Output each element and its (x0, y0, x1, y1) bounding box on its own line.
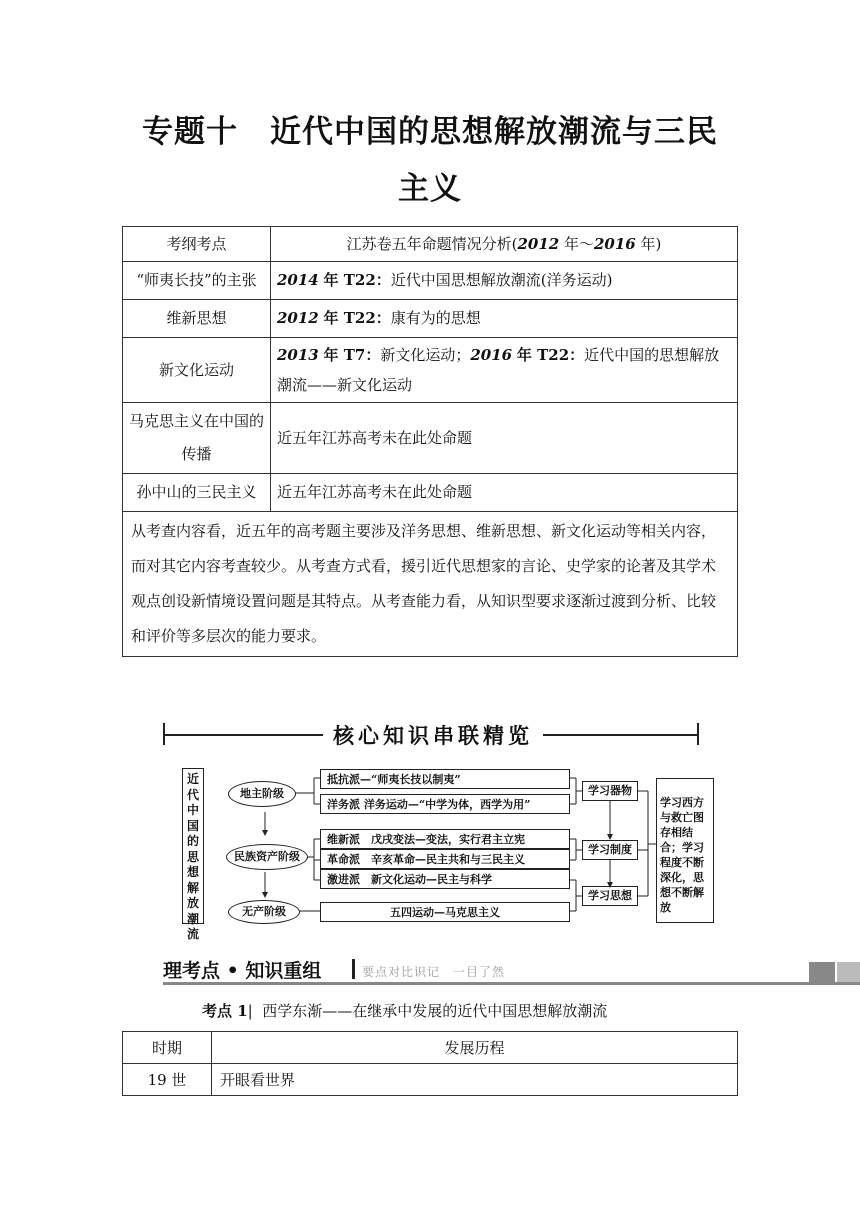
analysis-cell: 近五年江苏高考未在此处命题 (271, 403, 738, 474)
diagram-row: 激进派 新文化运动—民主与科学 (320, 869, 570, 889)
table-row (123, 474, 738, 512)
year-label: 2013 (277, 346, 319, 364)
knowledge-diagram (178, 764, 718, 941)
section-header (163, 953, 860, 989)
kaodian-heading (202, 1000, 607, 1021)
stage-box: 学习制度 (582, 840, 638, 860)
content-cell: 开眼看世界 (212, 1064, 738, 1096)
core-knowledge-banner (163, 720, 699, 750)
header-cell: 时期 (123, 1032, 212, 1064)
exam-analysis-table (122, 226, 738, 657)
point-cell: 马克思主义在中国的传播 (123, 403, 271, 474)
analysis-cell: 近五年江苏高考未在此处命题 (271, 474, 738, 512)
table-row (123, 300, 738, 338)
analysis-text: 新文化运动； (380, 346, 471, 364)
kaodian-label: 考点 1 (202, 1002, 248, 1020)
year-label: 2014 (277, 271, 319, 289)
diagram-row: 五四运动—马克思主义 (320, 902, 570, 922)
diagram-row: 洋务派 洋务运动—“中学为体，西学为用” (320, 794, 570, 814)
stage-box: 学习思想 (582, 886, 638, 906)
kaodian-separator: | (247, 1002, 253, 1020)
table-row (123, 1064, 738, 1096)
analysis-text: 近代中国思想解放潮流(洋务运动) (390, 271, 613, 289)
summary-cell: 从考查内容看，近五年的高考题主要涉及洋务思想、维新思想、新文化运动等相关内容，而对其它内容考查较少。从考查方式看，援引近代思想家的言论、史学家的论著及其学术观点创设新情境设置问题是其特点。从考查能力看，从知识型要求逐渐过渡到分析、比较和评价等多层次的能力要求。 (123, 512, 738, 657)
page-title-line2: 主义 (398, 171, 462, 207)
header-cell: 考纲考点 (123, 227, 271, 262)
point-cell: 维新思想 (123, 300, 271, 338)
question-label: 年 T22： (323, 271, 391, 289)
header-cell: 江苏卷五年命题情况分析(2012 年～2016 年) (271, 227, 738, 262)
section-decor (837, 962, 860, 984)
period-cell: 19 世 (123, 1064, 212, 1096)
table-header-row (123, 227, 738, 262)
header-cell: 发展历程 (212, 1032, 738, 1064)
class-oval-bourgeoisie: 民族资产阶级 (226, 844, 308, 870)
summary-row (123, 512, 738, 657)
kaodian-text: 西学东渐——在继承中发展的近代中国思想解放潮流 (262, 1002, 608, 1020)
table-row (123, 403, 738, 474)
banner-title: 核心知识串联精览 (323, 720, 543, 750)
section-subtitle: 要点对比识记 一目了然 (362, 965, 506, 979)
year-label: 2016 (470, 346, 513, 364)
diagram-conclusion: 学习西方与救亡图存相结合；学习程度不断深化，思想不断解放 (656, 778, 714, 923)
section-rule (163, 982, 860, 985)
point-cell: “师夷长技”的主张 (123, 262, 271, 300)
analysis-cell (271, 338, 738, 403)
analysis-text: 康有为的思想 (390, 309, 481, 327)
point-cell: 孙中山的三民主义 (123, 474, 271, 512)
point-cell: 新文化运动 (123, 338, 271, 403)
diagram-left-label: 近代中国的思想解放潮流 (182, 768, 204, 924)
table-row (123, 338, 738, 403)
question-label: 年 T7： (323, 346, 381, 364)
analysis-text: 近代中国的思想解放潮流——新文化运动 (277, 346, 720, 394)
class-oval-proletariat: 无产阶级 (228, 900, 300, 924)
table-row (123, 262, 738, 300)
banner-tick-right (697, 723, 699, 745)
table-header-row (123, 1032, 738, 1064)
diagram-row: 抵抗派—“师夷长技以制夷” (320, 769, 570, 789)
page-title-line1: 专题十 近代中国的思想解放潮流与三民 (142, 114, 718, 150)
question-label: 年 T22： (323, 309, 391, 327)
class-oval-landlord: 地主阶级 (228, 781, 296, 807)
section-divider (352, 959, 355, 979)
section-decor (809, 962, 835, 984)
development-table (122, 1031, 738, 1096)
diagram-row: 维新派 戊戌变法—变法，实行君主立宪 (320, 829, 570, 849)
stage-box: 学习器物 (582, 781, 638, 801)
analysis-cell (271, 300, 738, 338)
year-label: 2012 (277, 309, 319, 327)
analysis-cell (271, 262, 738, 300)
question-label: 年 T22： (516, 346, 585, 364)
diagram-row: 革命派 辛亥革命—民主共和与三民主义 (320, 849, 570, 869)
section-title: 理考点 • 知识重组 (163, 960, 322, 982)
